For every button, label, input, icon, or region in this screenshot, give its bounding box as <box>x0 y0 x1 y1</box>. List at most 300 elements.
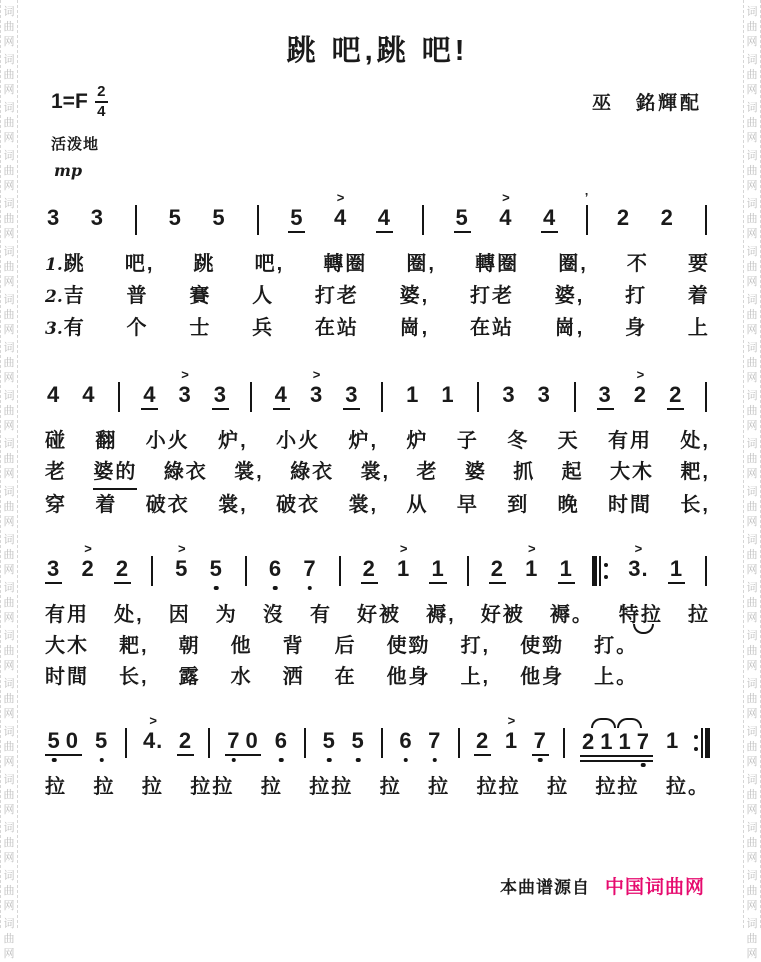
watermark-char: 曲 <box>746 117 758 129</box>
note-digit: 2 <box>660 205 674 230</box>
slur-arcs <box>591 715 642 729</box>
watermark-group <box>747 821 758 866</box>
barline-stroke <box>381 382 383 412</box>
watermark-char: 网 <box>746 468 758 480</box>
watermark-group <box>4 773 15 818</box>
lyric-syllable: 有用 <box>608 430 653 452</box>
watermark-char: 曲 <box>3 405 15 417</box>
lyric-syllable: 抓 <box>513 461 536 483</box>
note <box>349 715 366 754</box>
barline <box>122 715 130 758</box>
lyric-syllable: 綠衣 <box>290 461 335 483</box>
lyric-line <box>45 313 710 345</box>
watermark-group <box>747 149 758 194</box>
lyric-syllable: 拉 <box>687 604 710 626</box>
repeat-dot <box>694 735 698 739</box>
note <box>321 715 338 754</box>
music-system-2 <box>45 369 710 521</box>
note-digit: 5 <box>175 556 189 581</box>
lyric-syllable: 轉圈 <box>475 253 520 275</box>
note-digit: 2 <box>489 556 506 584</box>
note-digit: 5 <box>454 205 471 233</box>
barline <box>702 543 710 586</box>
lyric-syllable: 吧, <box>124 253 155 275</box>
watermark-char: 网 <box>746 852 758 864</box>
watermark-group <box>747 485 758 530</box>
time-numerator: 2 <box>97 83 106 100</box>
watermark-group <box>747 725 758 770</box>
lyric-syllable: 冬 <box>507 430 530 452</box>
watermark-char: 词 <box>746 6 758 18</box>
watermark-char: 网 <box>3 84 15 96</box>
lyric-syllable: 背 <box>282 635 305 657</box>
note <box>45 192 62 231</box>
watermark-group <box>4 533 15 578</box>
note <box>429 543 446 584</box>
note-digit: 4 <box>47 382 61 407</box>
note-digit: 1 <box>441 382 455 407</box>
watermark-char: 网 <box>3 276 15 288</box>
lyric-syllable: 早 <box>456 494 479 516</box>
lyric-syllable: 打。 <box>594 635 639 657</box>
watermark-char: 词 <box>3 918 15 930</box>
watermark-char: 网 <box>746 612 758 624</box>
note <box>497 192 514 231</box>
note-digit: 1 <box>668 556 685 584</box>
lyric-syllable: 翻 <box>95 430 118 452</box>
watermark-char: 词 <box>746 246 758 258</box>
watermark-char: 曲 <box>746 261 758 273</box>
watermark-char: 网 <box>3 132 15 144</box>
note-digit: 2 <box>177 728 194 756</box>
note-digit: 1 <box>429 556 446 584</box>
lyric-syllable: 拉拉 <box>595 776 640 798</box>
watermark-char: 词 <box>746 630 758 642</box>
lyric-syllable: 裳, <box>234 461 264 483</box>
watermark-group <box>747 869 758 914</box>
verse-start <box>45 281 86 313</box>
barline <box>378 715 386 758</box>
verse-number: 1. <box>45 255 63 275</box>
note-digit: 5 <box>288 205 305 233</box>
barline <box>336 543 344 586</box>
lyric-syllable: 小火 <box>276 430 321 452</box>
note <box>523 543 540 582</box>
lyric-syllable: 上, <box>460 666 491 688</box>
lyric-syllable: 崗, <box>399 317 430 339</box>
note <box>668 543 685 584</box>
watermark-group <box>747 533 758 578</box>
barline <box>116 369 124 412</box>
accent-mark: > <box>149 713 157 728</box>
watermark-group <box>4 725 15 770</box>
note <box>45 369 62 408</box>
lyric-syllable: 特拉 <box>619 600 663 631</box>
music-system-3 <box>45 543 710 693</box>
slur-arc <box>617 718 642 728</box>
note <box>395 543 412 582</box>
lyric-syllable: 处, <box>680 430 710 452</box>
lyric-syllable: 破衣 <box>145 494 190 516</box>
watermark-char: 词 <box>746 534 758 546</box>
barline <box>302 715 310 758</box>
watermark-char: 词 <box>746 582 758 594</box>
song-title: 跳 吧,跳 吧! <box>286 35 469 67</box>
lyric-syllable: 露 <box>178 666 201 688</box>
note-digit: 2 <box>81 556 95 581</box>
lyric-syllable: 吧, <box>254 253 285 275</box>
note-digit: 4 <box>273 382 290 410</box>
lyric-syllable: 人 <box>252 285 275 307</box>
watermark-char: 网 <box>3 468 15 480</box>
barline-stroke <box>245 556 247 586</box>
note <box>176 369 193 408</box>
note <box>597 369 614 410</box>
note-digit: 7 <box>225 728 243 754</box>
watermark-char: 曲 <box>746 933 758 945</box>
watermark-char: 词 <box>3 486 15 498</box>
breath-mark: ’ <box>584 190 589 205</box>
barline <box>133 192 141 235</box>
watermark-group <box>747 437 758 482</box>
note-digit: 7 <box>303 556 317 581</box>
watermark-char: 曲 <box>746 597 758 609</box>
lyric-syllable: 身 <box>625 317 648 339</box>
lyric-syllable: 他身 <box>386 666 431 688</box>
rest-digit: 0 <box>245 728 259 753</box>
lyric-line <box>45 662 710 693</box>
repeat-dots <box>604 556 608 586</box>
watermark-char: 网 <box>746 900 758 912</box>
watermark-group <box>4 101 15 146</box>
notation-line <box>45 715 710 769</box>
lyric-syllable: 长, <box>680 494 710 516</box>
barline <box>464 543 472 586</box>
watermark-char: 词 <box>3 294 15 306</box>
lyric-syllable: 小火 <box>145 430 190 452</box>
lyric-syllable: 拉 <box>260 776 283 798</box>
lyric-line <box>45 457 710 490</box>
notation-line <box>45 192 710 246</box>
lyric-syllable: 婆 <box>464 461 487 483</box>
watermark-char: 词 <box>3 726 15 738</box>
watermark-char: 曲 <box>3 501 15 513</box>
note <box>308 369 325 408</box>
repeat-begin-sign <box>592 543 609 586</box>
watermark-char: 曲 <box>3 213 15 225</box>
note-digit: 3. <box>628 556 649 581</box>
lyric-syllable: 着 <box>687 285 710 307</box>
lyric-syllable: 破衣 <box>276 494 321 516</box>
watermark-char: 词 <box>746 726 758 738</box>
note <box>532 715 549 756</box>
note-digit: 5 <box>45 728 63 754</box>
note-digit: 1 <box>397 556 411 581</box>
lyric-syllable: 有 <box>63 317 86 339</box>
note-digit: 6 <box>399 728 413 753</box>
beamed-notes <box>225 728 262 756</box>
lyric-syllable: 吉 <box>63 285 86 307</box>
note <box>361 543 378 584</box>
lyric-syllable: 大木 <box>45 635 89 657</box>
note-digit: 2 <box>633 382 648 407</box>
watermark-group <box>4 677 15 722</box>
note <box>80 369 97 408</box>
watermark-group <box>4 389 15 434</box>
lyric-line <box>45 426 710 457</box>
beamed-notes <box>45 728 82 756</box>
lyric-syllable: 婆, <box>554 285 585 307</box>
watermark-group <box>4 5 15 50</box>
watermark-char: 曲 <box>746 453 758 465</box>
lyric-syllable: 水 <box>230 666 253 688</box>
watermark-char: 网 <box>746 564 758 576</box>
note <box>632 369 649 408</box>
lyric-syllable: 裳, <box>348 494 379 516</box>
lyric-line <box>45 281 710 313</box>
note-digit: 1 <box>504 728 519 753</box>
watermark-char: 词 <box>3 54 15 66</box>
watermark-char: 网 <box>3 420 15 432</box>
footer-site-name[interactable]: 中国词曲网 <box>604 877 705 898</box>
lyric-syllable: 普 <box>126 285 149 307</box>
accent-mark: > <box>181 367 189 382</box>
lyric-syllable: 炉, <box>348 430 379 452</box>
watermark-char: 网 <box>3 564 15 576</box>
note-digit: 1 <box>666 728 680 753</box>
note-digit: 3 <box>178 382 192 407</box>
lyric-line <box>45 490 710 521</box>
lyric-syllable: 时間 <box>608 494 653 516</box>
lyric-syllable: 晚 <box>557 494 580 516</box>
watermark-group <box>747 197 758 242</box>
lyric-syllable: 在站 <box>470 317 514 339</box>
barline-stroke <box>458 728 460 758</box>
note-digit: 5 <box>322 728 336 753</box>
note <box>210 192 227 231</box>
watermark-char: 曲 <box>746 405 758 417</box>
watermark-group <box>747 677 758 722</box>
watermark-char: 网 <box>3 948 15 960</box>
lyric-syllable: 老 <box>45 461 67 483</box>
note <box>141 715 165 754</box>
watermark-char: 曲 <box>3 117 15 129</box>
lyric-syllable: 拉 <box>428 776 451 798</box>
watermark-char: 词 <box>746 198 758 210</box>
barline-stroke <box>574 382 576 412</box>
barline-stroke <box>381 728 383 758</box>
accent-mark: > <box>634 541 643 556</box>
watermark-char: 网 <box>746 276 758 288</box>
lyric-syllable: 好被 <box>480 604 525 626</box>
note <box>288 192 305 233</box>
score-body <box>45 0 710 803</box>
barline-stroke <box>339 556 341 586</box>
note <box>301 543 318 582</box>
note <box>489 543 506 584</box>
watermark-char: 曲 <box>3 549 15 561</box>
note-digit: 5 <box>212 205 226 230</box>
lyric-syllable: 长, <box>119 666 149 688</box>
watermark-char: 曲 <box>3 309 15 321</box>
lyric-syllable: 跳 <box>63 253 86 275</box>
lyric-line <box>45 631 710 662</box>
watermark-group <box>4 869 15 914</box>
watermark-char: 曲 <box>746 69 758 81</box>
note-digit: 7 <box>634 729 652 755</box>
lyric-syllable: 到 <box>507 494 530 516</box>
lyric-syllable: 朝 <box>178 635 201 657</box>
note <box>426 715 443 754</box>
watermark-char: 曲 <box>746 837 758 849</box>
barline <box>571 369 579 412</box>
watermark-char: 网 <box>746 804 758 816</box>
watermark-char: 词 <box>746 390 758 402</box>
barline <box>702 369 710 412</box>
verse-start <box>45 313 86 345</box>
notation-line <box>45 543 710 597</box>
watermark-char: 网 <box>3 516 15 528</box>
note-digit: 3 <box>343 382 360 410</box>
barline <box>419 192 427 235</box>
watermark-group <box>747 101 758 146</box>
note-digit: 3 <box>90 205 104 230</box>
barline <box>148 543 156 586</box>
watermark-char: 词 <box>3 582 15 594</box>
watermark-char: 网 <box>3 36 15 48</box>
note-digit: 4 <box>499 205 513 230</box>
watermark-group <box>4 149 15 194</box>
note <box>503 715 520 754</box>
watermark-group <box>4 197 15 242</box>
note <box>89 192 106 231</box>
time-denominator: 4 <box>97 103 106 120</box>
note <box>397 715 414 754</box>
watermark-char: 网 <box>3 660 15 672</box>
watermark-char: 词 <box>746 342 758 354</box>
barline-stroke <box>257 205 259 235</box>
lyric-syllable: 打老 <box>314 285 359 307</box>
lyric-syllable: 在 <box>334 666 357 688</box>
watermark-char: 词 <box>3 6 15 18</box>
lyric-syllable: 要 <box>687 253 710 275</box>
watermark-group <box>747 341 758 386</box>
barline-stroke <box>477 382 479 412</box>
verse-number: 2. <box>45 287 63 307</box>
lyric-syllable: 跳 <box>193 253 216 275</box>
lyric-syllable: 耙, <box>119 635 149 657</box>
arranger-credit: 巫 銘輝配 <box>591 93 702 114</box>
watermark-char: 曲 <box>746 309 758 321</box>
watermark-char: 词 <box>3 678 15 690</box>
lyrics-block <box>45 600 710 693</box>
watermark-char: 网 <box>746 324 758 336</box>
watermark-group <box>747 293 758 338</box>
lyric-syllable: 上。 <box>594 666 639 688</box>
note <box>273 715 290 754</box>
watermark-char: 曲 <box>746 501 758 513</box>
accent-mark: > <box>528 541 536 556</box>
watermark-char: 网 <box>746 228 758 240</box>
watermark-char: 曲 <box>3 837 15 849</box>
barline <box>560 715 568 758</box>
lyric-syllable: 不 <box>626 253 649 275</box>
lyric-syllable: 有用 <box>45 604 89 626</box>
watermark-char: 曲 <box>3 453 15 465</box>
note <box>114 543 131 584</box>
watermark-group <box>4 485 15 530</box>
watermark-group <box>747 245 758 290</box>
repeat-dot <box>604 575 608 579</box>
note-digit: 5 <box>95 728 109 753</box>
barline-stroke <box>208 728 210 758</box>
lyric-syllable: 褥, <box>426 604 456 626</box>
note-digit: 2 <box>114 556 131 584</box>
accent-mark: > <box>312 367 321 382</box>
note <box>454 192 471 233</box>
barline-stroke <box>151 556 153 586</box>
watermark-char: 曲 <box>3 789 15 801</box>
barline-stroke <box>586 205 588 235</box>
watermark-char: 曲 <box>746 789 758 801</box>
accent-mark: > <box>502 190 510 205</box>
barline-stroke <box>705 382 707 412</box>
barline-stroke <box>304 728 306 758</box>
watermark-char: 曲 <box>3 69 15 81</box>
lyric-syllable: 裳, <box>360 461 391 483</box>
watermark-char: 网 <box>3 900 15 912</box>
watermark-char: 曲 <box>3 261 15 273</box>
lyric-syllable: 从 <box>406 494 429 516</box>
watermark-char: 词 <box>746 822 758 834</box>
lyric-syllable: 拉拉 <box>190 776 235 798</box>
barline-stroke <box>135 205 137 235</box>
note <box>79 543 96 582</box>
dynamic-marking: mp <box>54 161 83 180</box>
watermark-char: 曲 <box>3 933 15 945</box>
verse-start <box>45 249 86 281</box>
watermark-char: 曲 <box>3 357 15 369</box>
watermark-char: 曲 <box>746 213 758 225</box>
watermark-char: 曲 <box>3 693 15 705</box>
lyric-syllable: 着 <box>95 494 118 516</box>
watermark-group <box>747 629 758 674</box>
watermark-char: 网 <box>3 852 15 864</box>
footer-attribution <box>500 872 705 899</box>
lyrics-block <box>45 249 710 345</box>
watermark-char: 网 <box>746 84 758 96</box>
note <box>500 369 517 408</box>
barline <box>475 369 483 412</box>
watermark-char: 词 <box>746 486 758 498</box>
music-system-4 <box>45 715 710 803</box>
watermark-char: 网 <box>3 180 15 192</box>
watermark-group <box>4 437 15 482</box>
watermark-char: 网 <box>3 804 15 816</box>
lyric-syllable: 拉。 <box>665 776 710 798</box>
watermark-char: 网 <box>3 756 15 768</box>
lyric-syllable: 打老 <box>470 285 514 307</box>
note-digit: 3 <box>212 382 229 410</box>
lyric-syllable: 个 <box>126 317 149 339</box>
note-digit: 2 <box>667 382 684 410</box>
watermark-char: 网 <box>746 660 758 672</box>
lyric-syllable: 褥。 <box>549 604 594 626</box>
watermark-group <box>4 53 15 98</box>
watermark-column-right <box>743 0 761 960</box>
lyric-syllable: 后 <box>334 635 357 657</box>
note <box>267 543 284 582</box>
